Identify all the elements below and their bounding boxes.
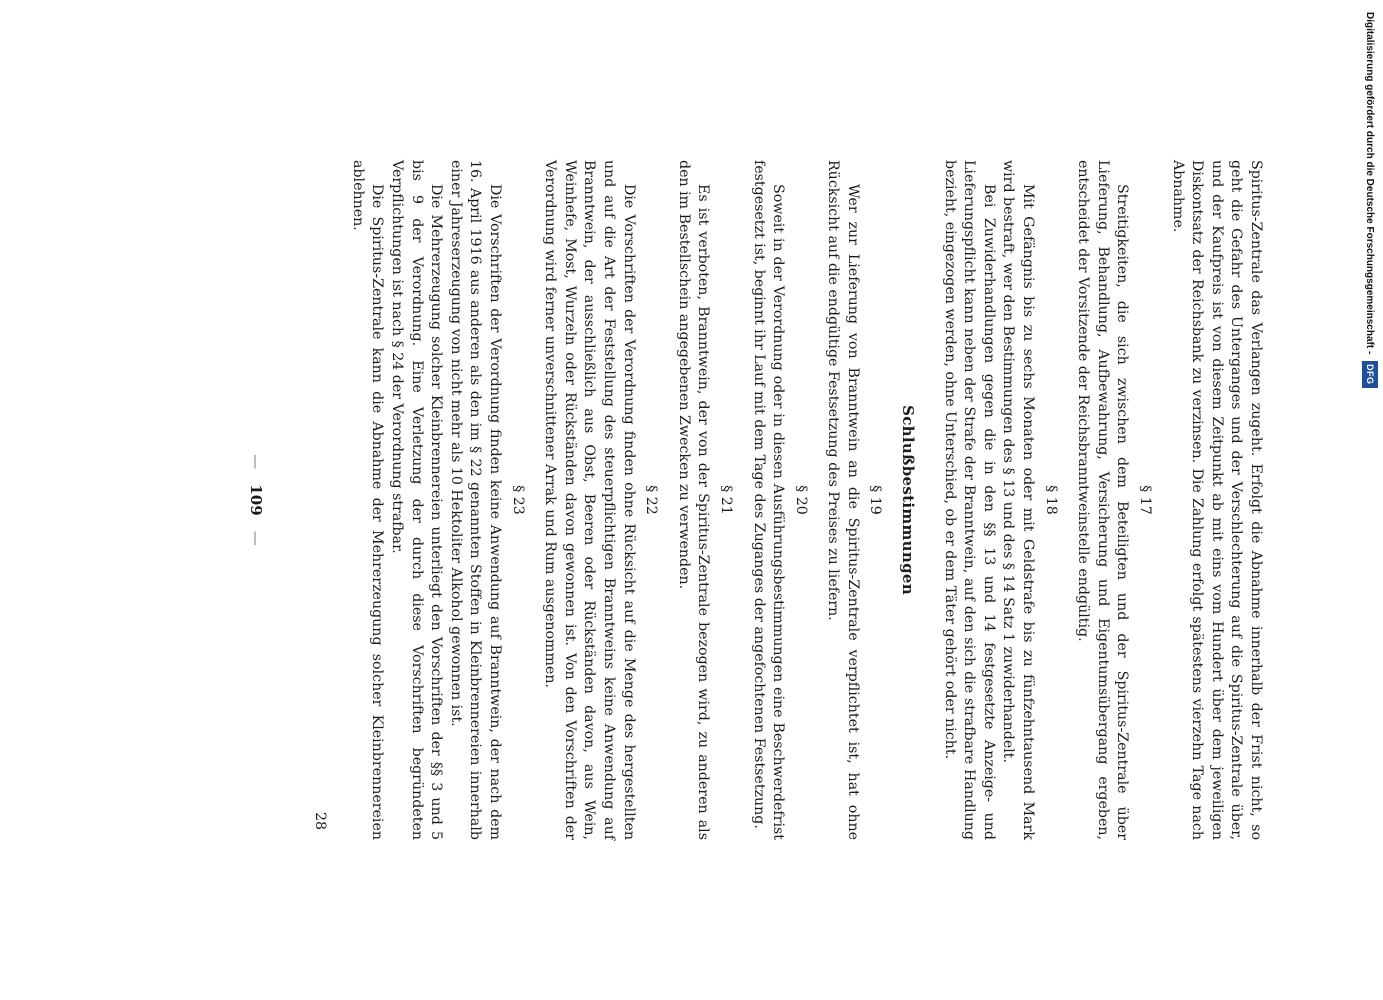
header-dash-left: —	[247, 454, 265, 470]
section-21-title: § 21	[717, 485, 734, 515]
signature-number: 28	[312, 811, 328, 830]
section-17-title: § 17	[1137, 485, 1154, 515]
section-18-title: § 18	[1042, 485, 1059, 515]
section-23-paragraph-3: Die Spiritus-Zentrale kann die Abnahme der Mehrerzeugung solcher Kleinbrennereien ablehnen.	[349, 160, 386, 840]
section-20-text: Soweit in der Verordnung oder in diesen Ausführungsbestimmungen eine Beschwerdefrist festgesetzt ist, beginnt ihr Lauf mit dem Tage des Zuganges der angefochtenen Festsetzung.	[750, 160, 787, 840]
section-22-title: § 22	[643, 485, 660, 515]
section-23-title: § 23	[509, 485, 526, 515]
credit-text: Digitalisierung gefördert durch die Deutsche Forschungsgemeinschaft -	[1364, 12, 1375, 355]
section-21-text: Es ist verboten, Branntwein, der von der Spiritus-Zentrale bezogen wird, zu anderen als den im Bestellschein angegebenen Zwecken zu verwenden.	[675, 160, 712, 840]
credit-text-block	[1362, 12, 1378, 392]
final-provisions-heading: Schlußbestimmungen	[899, 405, 918, 595]
document-body	[347, 160, 1265, 840]
section-19-title: § 19	[867, 485, 884, 515]
section-18-paragraph-2: Bei Zuwiderhandlungen gegen die in den §§ 13 und 14 festgesetzte Anzeige- und Lieferungspflicht kann neben der Strafe der Branntwein, auf den sich die strafbare Handlung bezieht, eingezogen werden, ohne Unterschied, ob er dem Täter gehört oder nicht.	[941, 160, 997, 840]
digitization-credit	[1364, 12, 1378, 385]
continuation-paragraph: Spiritus-Zentrale das Verlangen zugeht. Erfolgt die Abnahme innerhalb der Frist nicht, so geht die Gefahr des Unterganges und der Verschlechterung auf die Spiritus-Zentrale über, und der Kaufpreis ist von diesem Zeitpunkt ab mit eins vom Hundert über dem jeweiligen Diskontsatz der Reichsbank zu verzinsen. Die Zahlung erfolgt spätestens vierzehn Tage nach Abnahme.	[1169, 160, 1264, 840]
page-number: 109	[247, 484, 265, 516]
section-17-text: Streitigkeiten, die sich zwischen dem Beteiligten und der Spiritus-Zentrale über Lieferung, Behandlung, Aufbewahrung, Versicherung und Eigentumsübergang ergeben, entscheidet der Vorsitzende der Reichsbranntweinstelle endgültig.	[1075, 160, 1131, 840]
section-20-title: § 20	[792, 485, 809, 515]
section-22-text: Die Vorschriften der Verordnung finden ohne Rücksicht auf die Menge des hergestellten und auf die Art der Feststellung des steuerpflichtigen Branntweins keine Anwendung auf Branntwein, der ausschließlich aus Obst, Beeren oder Rückständen davon, aus Wein, Weinhefe, Most, Wurzeln oder Rückständen davon gewonnen ist. Von den Vorschriften der Verordnung wird ferner unverschnittener Arrak und Rum ausgenommen.	[542, 160, 637, 840]
header-dash-right: —	[247, 530, 265, 546]
page-header	[245, 160, 265, 840]
section-19-text: Wer zur Lieferung von Branntwein an die Spiritus-Zentrale verpflichtet ist, hat ohne Rücksicht auf die endgültige Festsetzung des Preises zu liefern.	[825, 160, 861, 840]
rotated-document-page	[140, 160, 1265, 840]
section-23-paragraph-2: Die Mehrerzeugung solcher Kleinbrennereien unterliegt den Vorschriften der §§ 3 und 5 bis 9 der Verordnung. Eine Verletzung der durch diese Vorschriften begründeten Verpflichtungen ist nach § 24 der Verordnung strafbar.	[389, 160, 445, 840]
section-18-paragraph-1: Mit Gefängnis bis zu sechs Monaten oder mit Geldstrafe bis zu fünfzehntausend Mark wird bestraft, wer den Bestimmungen des § 13 und des § 14 Satz 1 zuwiderhandelt.	[1000, 160, 1037, 840]
section-23-paragraph-1: Die Vorschriften der Verordnung finden keine Anwendung auf Branntwein, der nach dem 16. April 1916 aus anderen als den im § 22 genannten Stoffen in Kleinbrennereien innerhalb einer Jahreserzeugung von nicht mehr als 10 Hektoliter Alkohol gewonnen ist.	[447, 160, 503, 840]
dfg-logo: DFG	[1362, 361, 1378, 388]
